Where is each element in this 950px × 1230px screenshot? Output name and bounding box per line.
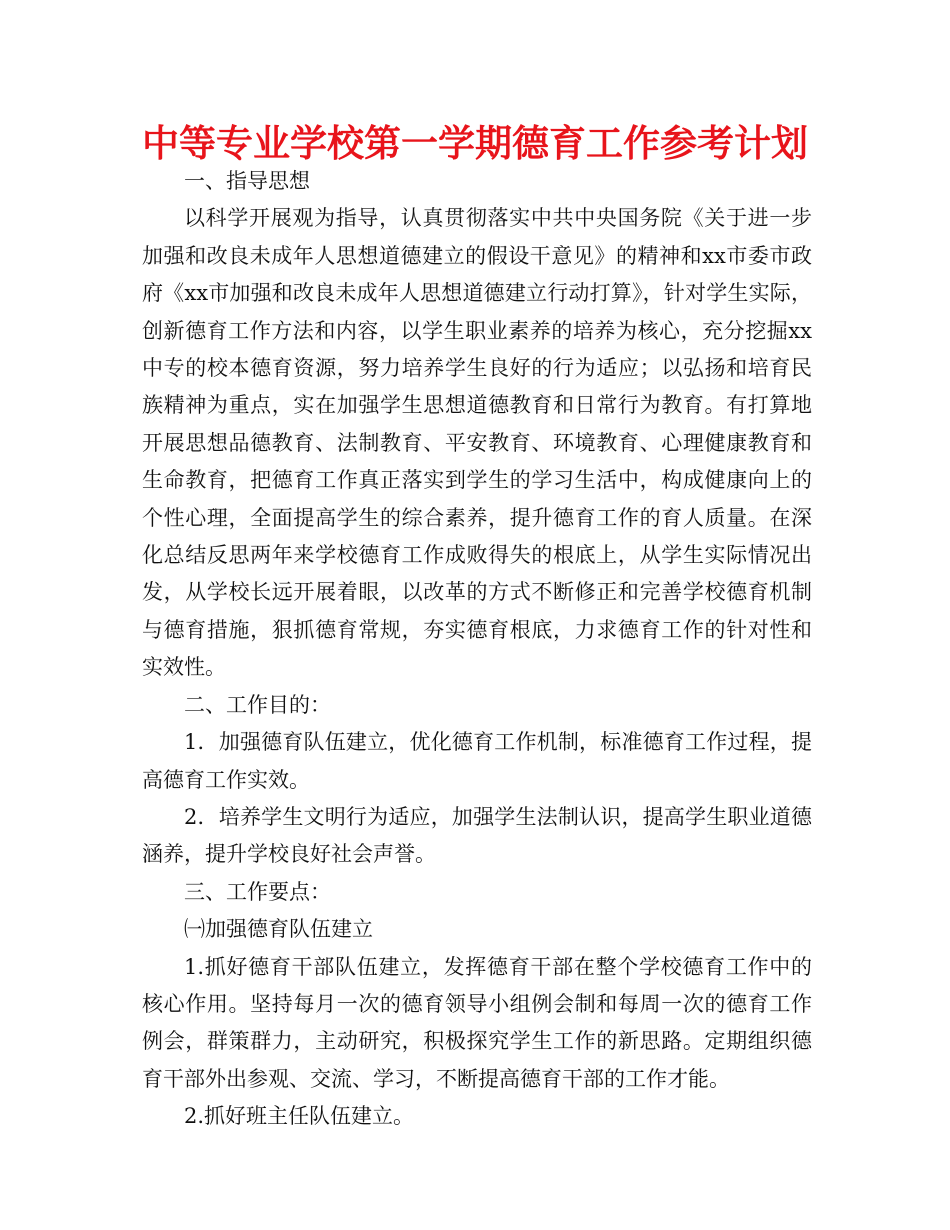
section-heading-work-goals: 二、工作目的： — [184, 692, 331, 717]
subsection-heading-team-building: ㈠加强德育队伍建立 — [184, 917, 373, 942]
section-heading-work-points: 三、工作要点： — [184, 879, 331, 904]
paragraph-goal-1: 1．加强德育队伍建立，优化德育工作机制，标准德育工作过程，提高德育工作实效。 — [142, 730, 812, 792]
paragraph-goal-2: 2．培养学生文明行为适应，加强学生法制认识，提高学生职业道德涵养，提升学校良好社会声誉。 — [142, 804, 812, 867]
section-heading-guiding-thought: 一、指导思想 — [184, 169, 310, 193]
document-title: 中等专业学校第一学期德育工作参考计划 — [142, 122, 808, 165]
document-body — [142, 163, 812, 1136]
paragraph-point-1: 1.抓好德育干部队伍建立，发挥德育干部在整个学校德育工作中的核心作用。坚持每月一次的德育领导小组例会制和每周一次的德育工作例会，群策群力，主动研究，积极探究学生工作的新思路。定期组织德育干部外出参观、交流、学习，不断提高德育干部的工作才能。 — [142, 954, 812, 1091]
paragraph-point-2: 2.抓好班主任队伍建立。 — [184, 1104, 415, 1129]
paragraph-guiding-thought: 以科学开展观为指导，认真贯彻落实中共中央国务院《关于进一步加强和改良未成年人思想道德建立的假设干意见》的精神和xx市委市政府《xx市加强和改良未成年人思想道德建立行动打算》，针对学生实际，创新德育工作方法和内容，以学生职业素养的培养为核心，充分挖掘xx中专的校本德育资源，努力培养学生良好的行为适应；以弘扬和培育民族精神为重点，实在加强学生思想道德教育和日常行为教育。有打算地开展思想品德教育、法制教育、平安教育、环境教育、心理健康教育和生命教育，把德育工作真正落实到学生的学习生活中，构成健康向上的个性心理，全面提高学生的综合素养，提升德育工作的育人质量。在深化总结反思两年来学校德育工作成败得失的根底上，从学生实际情况出发，从学校长远开展着眼，以改革的方式不断修正和完善学校德育机制与德育措施，狠抓德育常规，夯实德育根底，力求德育工作的针对性和实效性。 — [142, 206, 812, 680]
